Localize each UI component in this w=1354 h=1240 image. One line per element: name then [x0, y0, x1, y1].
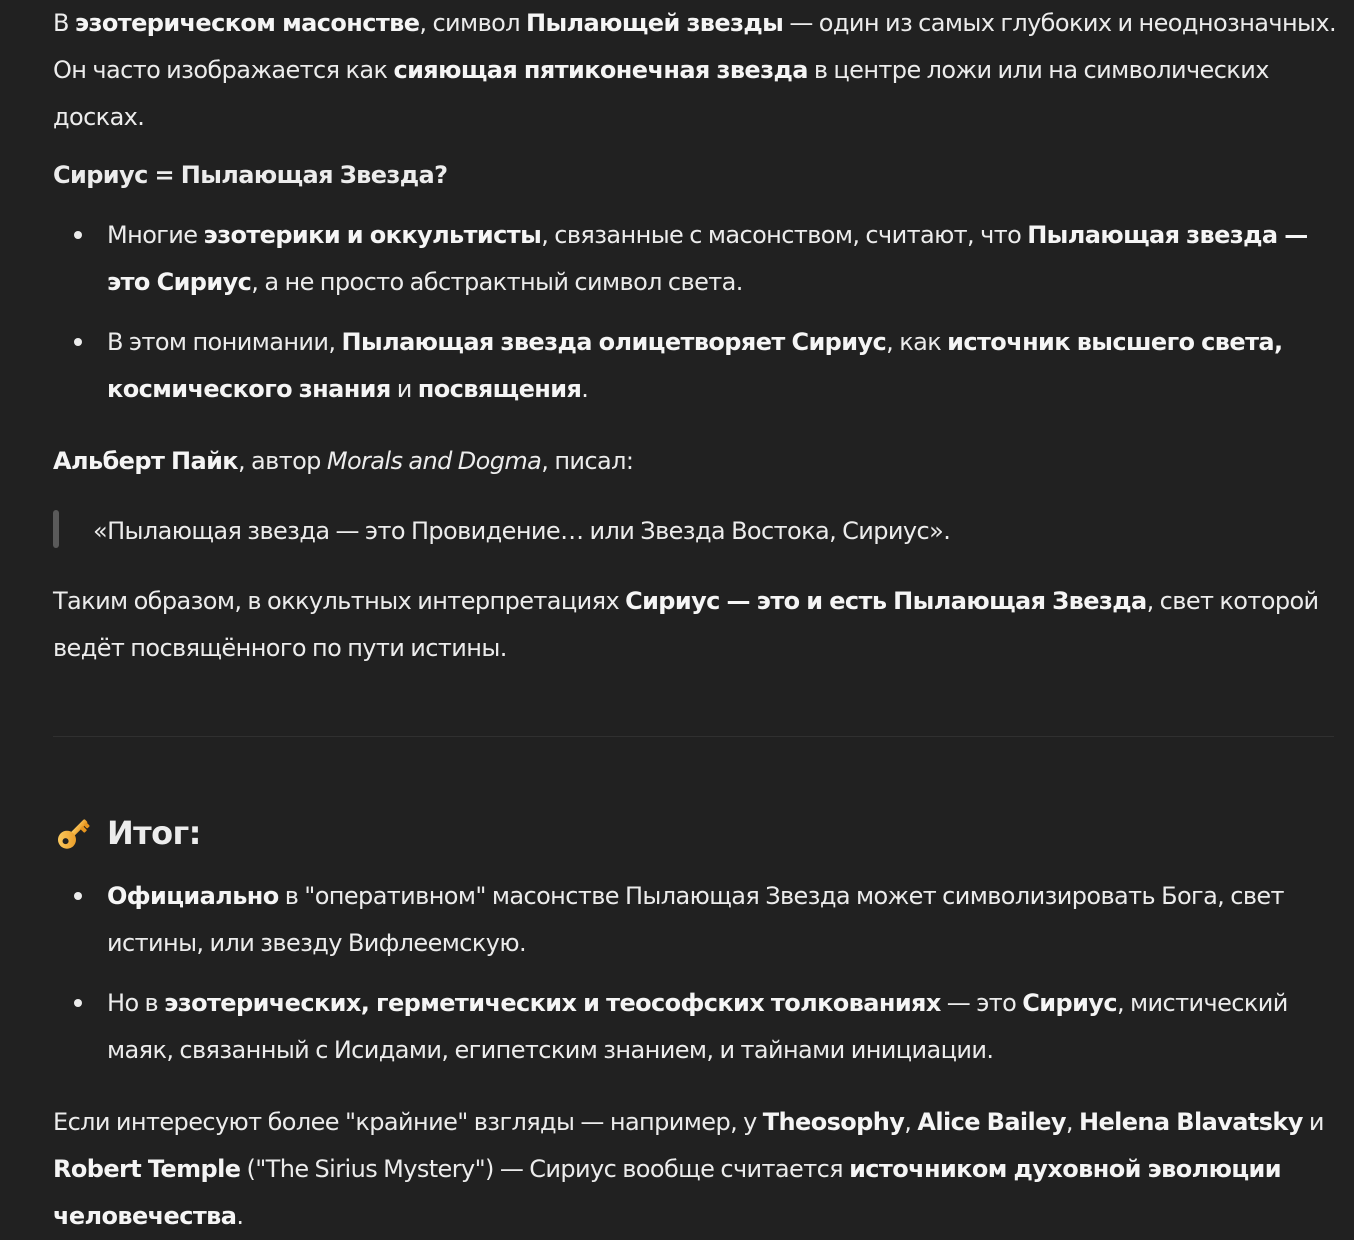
bold-text: посвящения — [417, 375, 582, 403]
text: в центре ложи или на символических досках. — [53, 56, 1269, 131]
text: , как — [886, 328, 948, 356]
bold-text: эзотерическом масонстве — [74, 9, 420, 37]
subheading: Сириус = Пылающая Звезда? — [53, 161, 448, 189]
blockquote-text: «Пылающая звезда — это Провидение… или Звезда Востока, Сириус». — [93, 517, 951, 545]
text: и — [390, 375, 418, 403]
text: , — [904, 1108, 918, 1136]
bold-text: Пылающей звезды — [525, 9, 784, 37]
intro-paragraph — [53, 0, 1338, 141]
text: В этом понимании, — [107, 328, 342, 356]
list-item — [53, 980, 1338, 1074]
text: ("The Sirius Mystery") — Сириус вообще считается — [240, 1155, 850, 1183]
bold-text: Theosophy — [762, 1108, 905, 1136]
summary-list — [53, 873, 1338, 1074]
divider — [53, 736, 1334, 737]
text: , свет которой ведёт посвящённого по пути истины. — [53, 587, 1319, 662]
conclusion-paragraph — [53, 578, 1338, 672]
final-paragraph — [53, 1099, 1338, 1240]
text: В — [53, 9, 75, 37]
text: Но в — [107, 989, 165, 1017]
bold-text: эзотерики и оккультисты — [203, 221, 542, 249]
bold-text: Helena Blavatsky — [1078, 1108, 1303, 1136]
bold-text: Пылающая звезда олицетворяет Сириус — [341, 328, 887, 356]
text: — один из самых глубоких и неоднозначных. Он часто изображается как — [53, 9, 1337, 84]
text: Многие — [107, 221, 204, 249]
bold-text: Официально — [107, 882, 279, 910]
text: Таким образом, в оккультных интерпретациях — [53, 587, 626, 615]
text: , автор — [238, 447, 327, 475]
bold-text: сияющая пятиконечная звезда — [393, 56, 808, 84]
bold-text: Alice Bailey — [917, 1108, 1066, 1136]
blockquote — [53, 508, 1253, 550]
summary-title: Итог: — [107, 814, 201, 852]
text: Если интересуют более "крайние" взгляды — например, у — [53, 1108, 763, 1136]
list-item — [53, 319, 1338, 413]
text: , мистический маяк, связанный с Исидами, египетским знанием, и тайнами инициации. — [107, 989, 1288, 1064]
bold-text: эзотерических, герметических и теософских толкованиях — [164, 989, 941, 1017]
key-icon — [53, 813, 93, 853]
text: , связанные с масонством, считают, что — [541, 221, 1028, 249]
text: , символ — [419, 9, 526, 37]
list-item — [53, 212, 1338, 306]
text: в "оперативном" масонстве Пылающая Звезда может символизировать Бога, свет истины, или звезду Вифлеемскую. — [107, 882, 1284, 957]
bold-text: источник высшего света, космического знания — [107, 328, 1283, 403]
bold-text: Пылающая звезда — это Сириус — [107, 221, 1308, 296]
bold-text: источником духовной эволюции человечества — [53, 1155, 1281, 1230]
blockquote-bar — [53, 510, 59, 548]
text: , писал: — [541, 447, 634, 475]
text: и — [1302, 1108, 1324, 1136]
text: , а не просто абстрактный символ света. — [251, 268, 743, 296]
summary-heading — [53, 808, 201, 858]
list-item — [53, 873, 1338, 967]
bold-text: Robert Temple — [53, 1155, 241, 1183]
text: . — [581, 375, 589, 403]
text: , — [1065, 1108, 1079, 1136]
bold-text: Сириус — [1022, 989, 1117, 1017]
bold-text: Альберт Пайк — [53, 447, 238, 475]
pike-paragraph — [53, 438, 633, 485]
bullet-list — [53, 212, 1338, 413]
text: — это — [940, 989, 1023, 1017]
text: . — [236, 1202, 244, 1230]
bold-text: Сириус — это и есть Пылающая Звезда — [625, 587, 1147, 615]
italic-text: Morals and Dogma — [326, 447, 542, 475]
